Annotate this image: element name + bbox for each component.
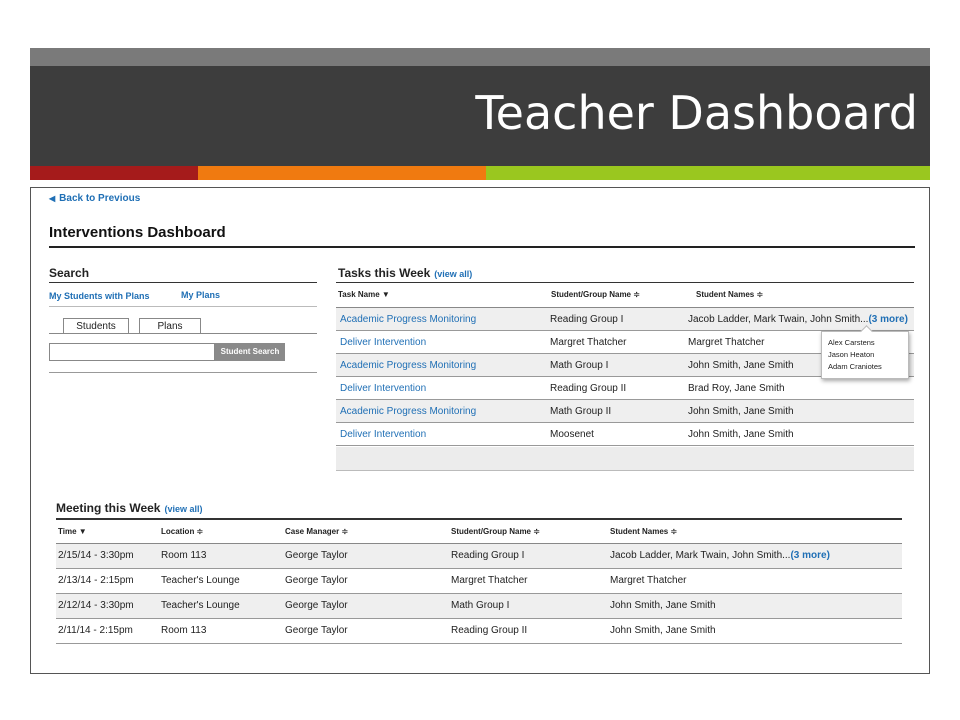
student-names: John Smith, Jane Smith — [610, 625, 716, 636]
student-names: John Smith, Jane Smith — [688, 406, 794, 417]
student-names: Margret Thatcher — [610, 575, 687, 586]
group-name: Reading Group I — [451, 550, 525, 561]
group-name: Reading Group II — [550, 383, 627, 394]
meeting-location: Teacher's Lounge — [161, 600, 240, 611]
col-time[interactable]: Time ▼ — [58, 527, 87, 536]
table-row — [336, 308, 914, 331]
tasks-divider — [336, 282, 914, 283]
meeting-location: Teacher's Lounge — [161, 575, 240, 586]
slide-top-strip — [30, 48, 930, 66]
case-manager: George Taylor — [285, 575, 348, 586]
student-names — [610, 550, 830, 561]
meetings-view-all-link[interactable]: (view all) — [164, 504, 203, 514]
group-name: Math Group II — [550, 406, 612, 417]
search-links-divider — [49, 306, 317, 307]
student-search-button[interactable]: Student Search — [215, 343, 285, 361]
case-manager: George Taylor — [285, 625, 348, 636]
group-name: Reading Group II — [451, 625, 528, 636]
table-row — [336, 400, 914, 423]
meeting-time: 2/12/14 - 3:30pm — [58, 600, 134, 611]
meetings-title: Meeting this Week — [56, 501, 161, 515]
student-names-text: Jacob Ladder, Mark Twain, John Smith... — [610, 550, 791, 561]
case-manager: George Taylor — [285, 550, 348, 561]
tab-students[interactable]: Students — [63, 318, 129, 334]
table-row — [56, 544, 902, 569]
student-names-text: Jacob Ladder, Mark Twain, John Smith... — [688, 314, 869, 325]
meeting-time: 2/11/14 - 2:15pm — [58, 625, 133, 636]
popover-name: Alex Carstens — [828, 338, 875, 347]
group-name: Reading Group I — [550, 314, 624, 325]
col-task-name[interactable]: Task Name ▼ — [338, 290, 390, 299]
group-name: Math Group I — [550, 360, 609, 371]
student-names: John Smith, Jane Smith — [610, 600, 716, 611]
table-row — [56, 569, 902, 594]
more-students-link[interactable]: (3 more) — [868, 314, 908, 325]
accent-bar-orange — [198, 166, 486, 180]
meeting-time: 2/13/14 - 2:15pm — [58, 575, 134, 586]
col-student-group-name[interactable]: Student/Group Name ≑ — [451, 527, 540, 536]
my-plans-link[interactable]: My Plans — [181, 290, 221, 300]
case-manager: George Taylor — [285, 600, 348, 611]
task-name-link[interactable]: Deliver Intervention — [340, 337, 427, 348]
group-name: Margret Thatcher — [550, 337, 627, 348]
tasks-table-header — [336, 287, 914, 307]
slide-header — [30, 66, 930, 166]
col-location[interactable]: Location ≑ — [161, 527, 204, 536]
student-names: Brad Roy, Jane Smith — [688, 383, 785, 394]
search-heading: Search — [49, 266, 90, 280]
title-divider — [49, 246, 915, 248]
group-name: Moosenet — [550, 429, 594, 440]
meetings-heading — [56, 501, 202, 515]
task-name-link[interactable]: Academic Progress Monitoring — [340, 314, 477, 325]
accent-bar-green — [486, 166, 930, 180]
search-divider — [49, 282, 317, 283]
table-row — [56, 594, 902, 619]
tabs-baseline — [49, 333, 317, 334]
more-students-popover — [821, 331, 909, 379]
table-row — [56, 619, 902, 644]
tab-plans[interactable]: Plans — [139, 318, 201, 334]
col-case-manager[interactable]: Case Manager ≑ — [285, 527, 349, 536]
tasks-view-all-link[interactable]: (view all) — [434, 269, 473, 279]
page-title: Interventions Dashboard — [49, 224, 226, 241]
tasks-heading — [338, 266, 472, 280]
my-students-with-plans-link[interactable]: My Students with Plans — [49, 291, 150, 301]
more-students-link[interactable]: (3 more) — [790, 550, 830, 561]
student-names: Margret Thatcher — [688, 337, 765, 348]
student-names: John Smith, Jane Smith — [688, 429, 794, 440]
back-link-label: Back to Previous — [59, 193, 141, 204]
search-bottom-divider — [49, 372, 317, 373]
student-names — [688, 314, 908, 325]
popover-name: Jason Heaton — [828, 350, 875, 359]
task-name-link[interactable]: Academic Progress Monitoring — [340, 360, 477, 371]
table-empty-row — [336, 447, 914, 471]
popover-name: Adam Craniotes — [828, 362, 882, 371]
tasks-title: Tasks this Week — [338, 266, 431, 280]
task-name-link[interactable]: Deliver Intervention — [340, 383, 427, 394]
table-row — [336, 423, 914, 446]
meetings-divider — [56, 518, 902, 520]
col-student-names[interactable]: Student Names ≑ — [610, 527, 678, 536]
meetings-table-header — [56, 523, 902, 543]
student-search-input[interactable] — [49, 343, 215, 361]
accent-bar-red — [30, 166, 198, 180]
col-student-names[interactable]: Student Names ≑ — [696, 290, 764, 299]
task-name-link[interactable]: Academic Progress Monitoring — [340, 406, 477, 417]
task-name-link[interactable]: Deliver Intervention — [340, 429, 427, 440]
table-row — [336, 377, 914, 400]
meeting-location: Room 113 — [161, 550, 207, 561]
group-name: Margret Thatcher — [451, 575, 528, 586]
col-student-group-name[interactable]: Student/Group Name ≑ — [551, 290, 640, 299]
back-to-previous-link[interactable] — [49, 193, 140, 204]
dashboard-screenshot — [30, 187, 930, 674]
meeting-time: 2/15/14 - 3:30pm — [58, 550, 134, 561]
meeting-location: Room 113 — [161, 625, 207, 636]
slide-title: Teacher Dashboard — [475, 86, 918, 140]
group-name: Math Group I — [451, 600, 510, 611]
student-names: John Smith, Jane Smith — [688, 360, 794, 371]
back-arrow-icon: ◀ — [49, 194, 56, 203]
